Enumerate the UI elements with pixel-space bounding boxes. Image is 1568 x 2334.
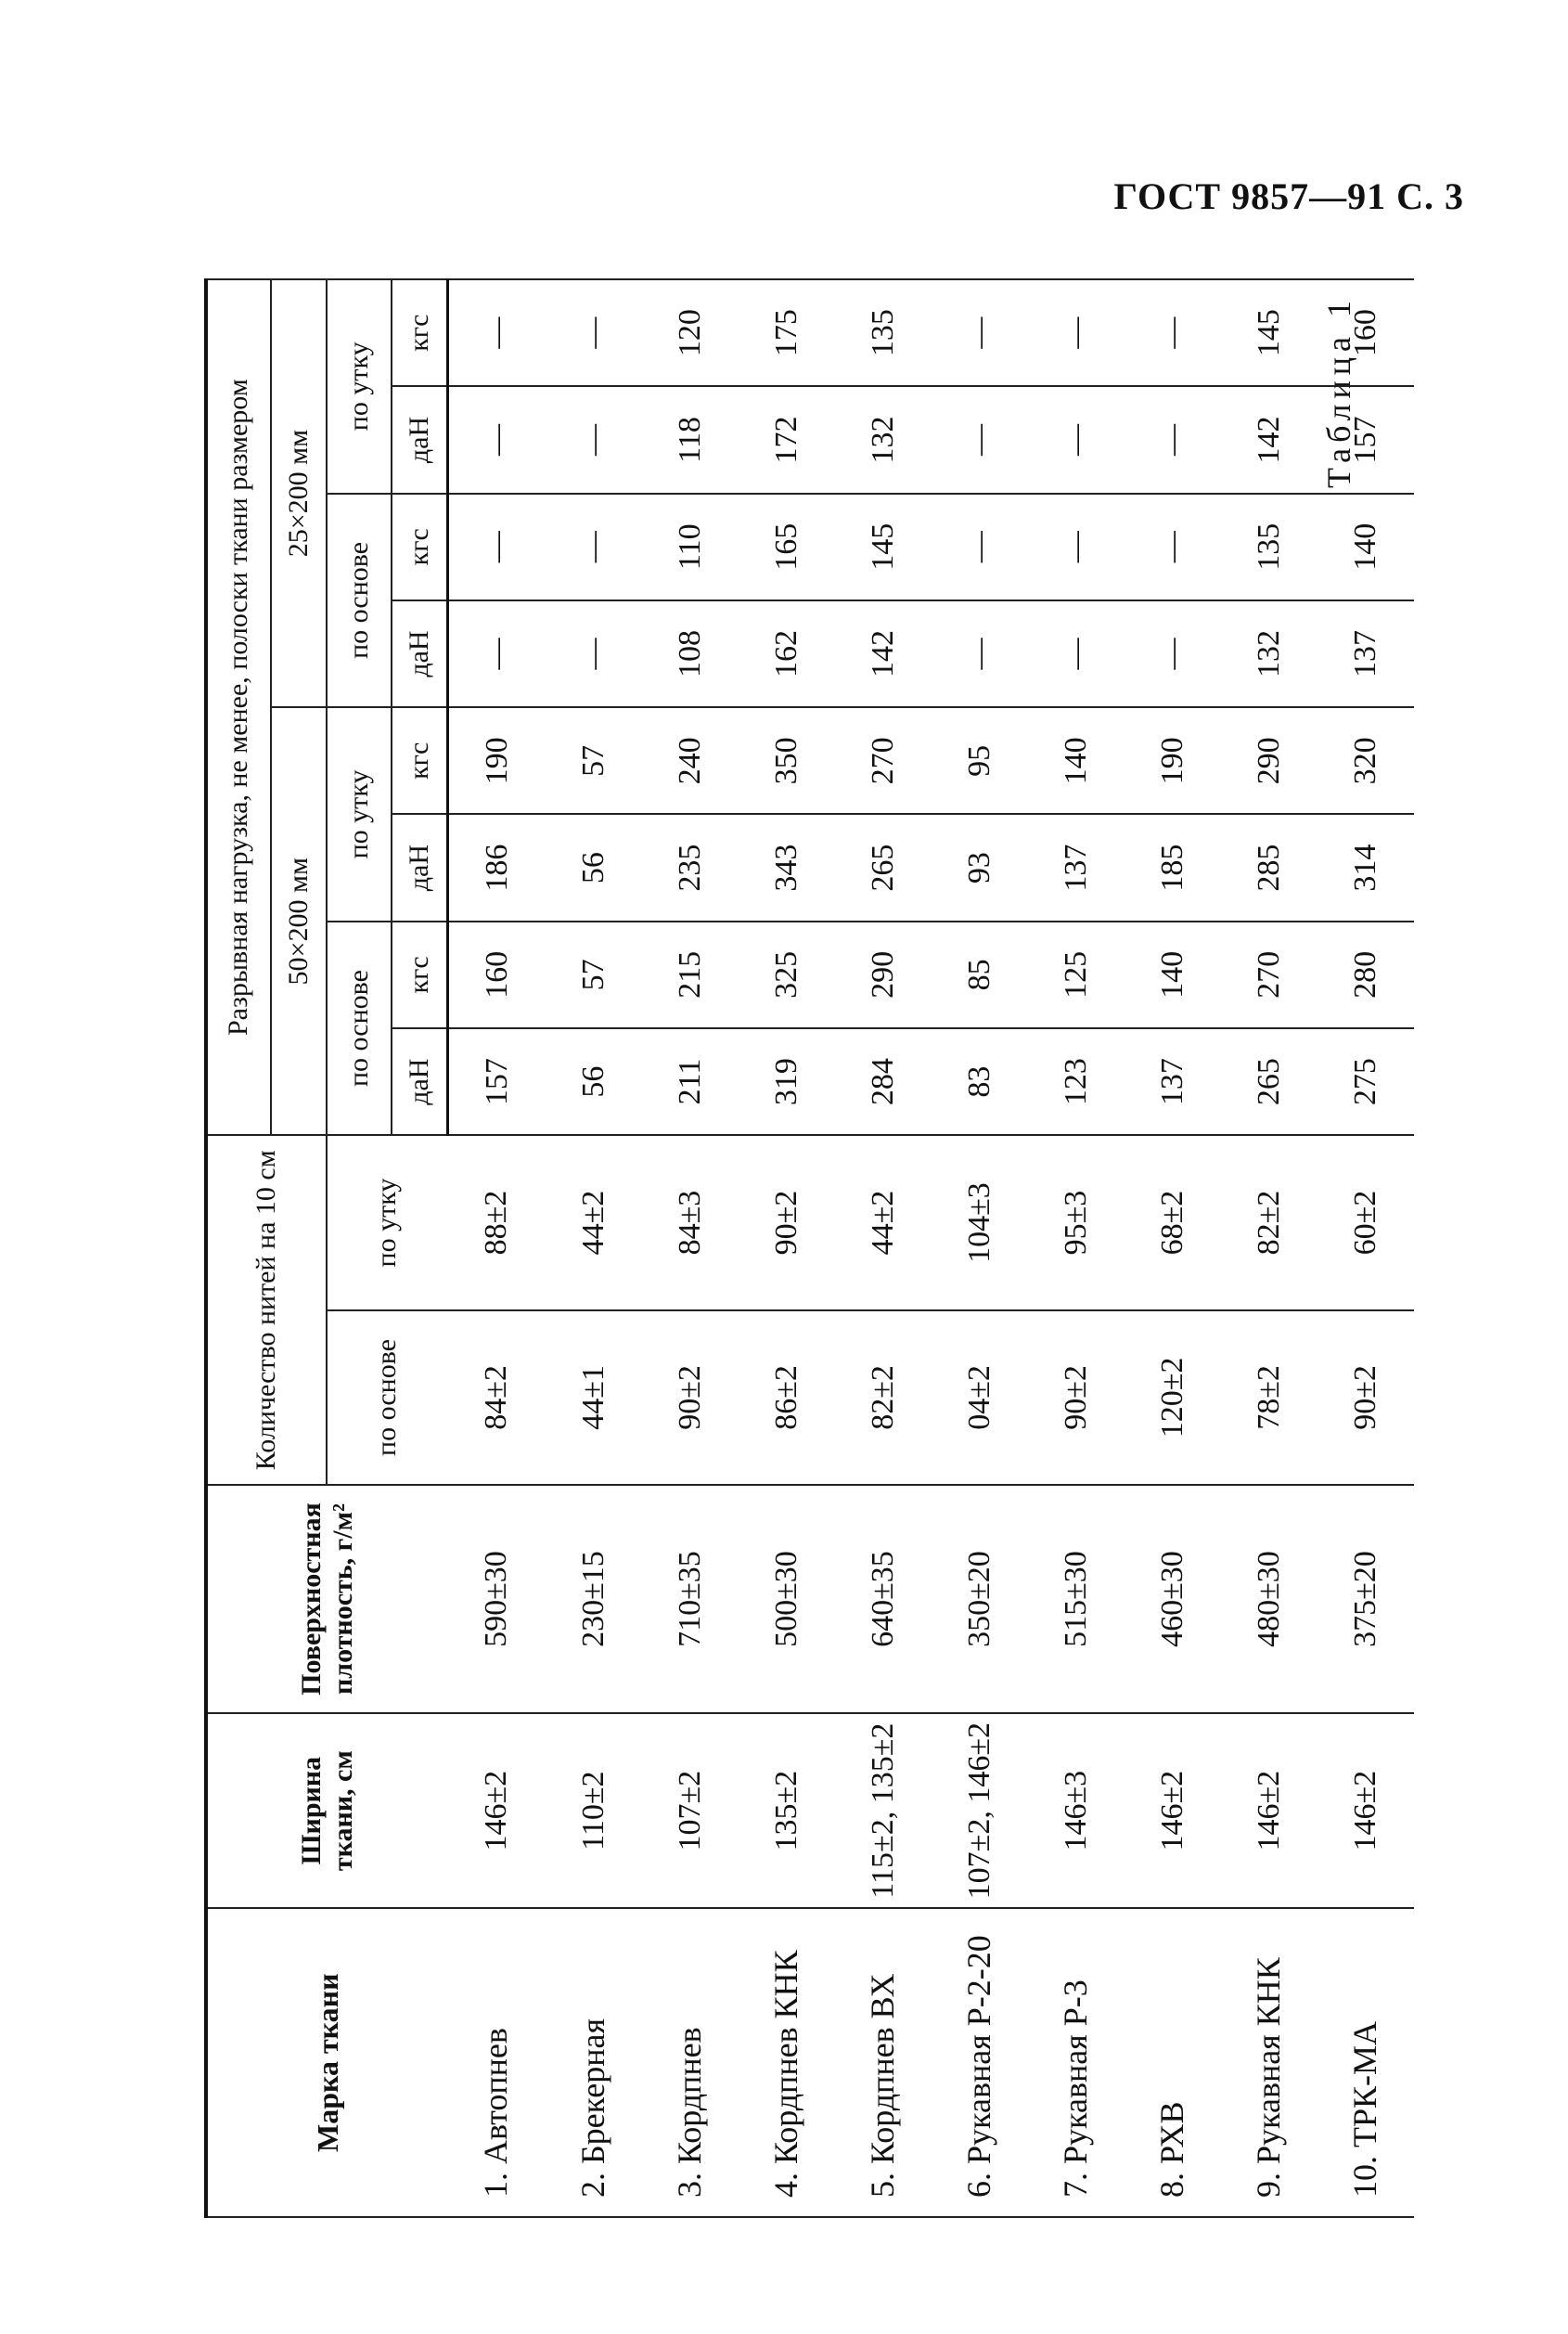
- cell-s50-warp-kgs: 140: [1125, 922, 1221, 1028]
- table-row: [642, 279, 739, 2217]
- table-row: [546, 279, 642, 2217]
- cell-threads-weft: 84±3: [642, 1135, 739, 1309]
- cell-s25-weft-dan: 132: [835, 386, 932, 493]
- cell-s25-weft-dan: 142: [1221, 386, 1317, 493]
- cell-s25-warp-kgs: 165: [739, 494, 835, 600]
- cell-s50-warp-dan: 56: [546, 1028, 642, 1135]
- cell-s50-warp-kgs: 160: [447, 922, 546, 1028]
- cell-width: 110±2: [546, 1713, 642, 1909]
- header-unit-kgs: кгс: [392, 922, 447, 1028]
- header-unit-dan: даН: [392, 814, 447, 921]
- table-row: [1125, 279, 1221, 2217]
- cell-s25-warp-kgs: —: [1028, 494, 1125, 600]
- cell-fabric-name: 6. Рукавная Р-2-20: [932, 1908, 1028, 2217]
- cell-s25-warp-dan: —: [1028, 600, 1125, 707]
- cell-s25-warp-kgs: 140: [1317, 494, 1414, 600]
- cell-s50-weft-dan: 186: [447, 814, 546, 921]
- cell-s50-weft-kgs: 95: [932, 707, 1028, 814]
- cell-surface-density: 460±30: [1125, 1485, 1221, 1713]
- cell-s25-weft-kgs: —: [1028, 279, 1125, 386]
- cell-fabric-name: 10. ТРК-МА: [1317, 1908, 1414, 2217]
- header-unit-kgs: кгс: [392, 494, 447, 600]
- cell-s50-weft-kgs: 270: [835, 707, 932, 814]
- header-strip-25x200: 25×200 мм: [271, 279, 327, 707]
- cell-fabric-name: 7. Рукавная Р-3: [1028, 1908, 1125, 2217]
- header-s25-weft: по утку: [327, 279, 392, 494]
- cell-threads-warp: 90±2: [1317, 1310, 1414, 1485]
- header-unit-dan: даН: [392, 1028, 447, 1135]
- cell-s25-weft-dan: —: [1028, 386, 1125, 493]
- cell-fabric-name: 4. Кордпнев КНК: [739, 1908, 835, 2217]
- cell-width: 135±2: [739, 1713, 835, 1909]
- cell-surface-density: 640±35: [835, 1485, 932, 1713]
- cell-s50-weft-kgs: 140: [1028, 707, 1125, 814]
- cell-threads-warp: 84±2: [447, 1310, 546, 1485]
- header-unit-dan: даН: [392, 386, 447, 493]
- cell-threads-warp: 82±2: [835, 1310, 932, 1485]
- table-body: [447, 279, 1414, 2217]
- cell-threads-warp: 90±2: [1028, 1310, 1125, 1485]
- cell-s25-warp-kgs: 135: [1221, 494, 1317, 600]
- cell-s25-weft-dan: —: [546, 386, 642, 493]
- cell-s25-weft-kgs: 120: [642, 279, 739, 386]
- cell-s50-weft-kgs: 240: [642, 707, 739, 814]
- cell-s50-weft-dan: 285: [1221, 814, 1317, 921]
- cell-s50-warp-dan: 123: [1028, 1028, 1125, 1135]
- table-row: [835, 279, 932, 2217]
- cell-width: 146±2: [1221, 1713, 1317, 1909]
- cell-s50-warp-kgs: 215: [642, 922, 739, 1028]
- header-width: Ширина ткани, см: [206, 1713, 447, 1909]
- cell-s50-weft-kgs: 190: [447, 707, 546, 814]
- cell-threads-weft: 90±2: [739, 1135, 835, 1309]
- cell-s50-weft-kgs: 350: [739, 707, 835, 814]
- table-row: [1317, 279, 1414, 2217]
- cell-s50-weft-dan: 185: [1125, 814, 1221, 921]
- cell-s25-warp-kgs: —: [932, 494, 1028, 600]
- cell-threads-weft: 82±2: [1221, 1135, 1317, 1309]
- page-header: ГОСТ 9857—91 С. 3: [1113, 175, 1464, 217]
- table-row: [739, 279, 835, 2217]
- cell-s50-warp-kgs: 325: [739, 922, 835, 1028]
- cell-s25-weft-dan: 118: [642, 386, 739, 493]
- header-unit-kgs: кгс: [392, 279, 447, 386]
- header-surface-density: Поверхностная плотность, г/м²: [206, 1485, 447, 1713]
- cell-s50-weft-dan: 93: [932, 814, 1028, 921]
- cell-s25-weft-dan: —: [932, 386, 1028, 493]
- table-title: Таблица 1: [1320, 295, 1357, 488]
- cell-s50-warp-dan: 275: [1317, 1028, 1414, 1135]
- cell-s50-weft-dan: 56: [546, 814, 642, 921]
- cell-threads-warp: 86±2: [739, 1310, 835, 1485]
- cell-s25-weft-kgs: 175: [739, 279, 835, 386]
- cell-surface-density: 710±35: [642, 1485, 739, 1713]
- cell-fabric-name: 1. Автопнев: [447, 1908, 546, 2217]
- cell-s25-weft-kgs: —: [1125, 279, 1221, 386]
- cell-s25-weft-dan: 157: [1317, 386, 1414, 493]
- cell-s50-weft-dan: 265: [835, 814, 932, 921]
- header-threads-warp: по основе: [327, 1310, 447, 1485]
- cell-surface-density: 500±30: [739, 1485, 835, 1713]
- cell-threads-weft: 88±2: [447, 1135, 546, 1309]
- cell-s50-weft-dan: 235: [642, 814, 739, 921]
- cell-s50-weft-dan: 314: [1317, 814, 1414, 921]
- cell-s25-weft-kgs: 145: [1221, 279, 1317, 386]
- cell-surface-density: 230±15: [546, 1485, 642, 1713]
- cell-threads-weft: 104±3: [932, 1135, 1028, 1309]
- cell-threads-warp: 04±2: [932, 1310, 1028, 1485]
- cell-s25-warp-dan: —: [1125, 600, 1221, 707]
- cell-s50-warp-dan: 83: [932, 1028, 1028, 1135]
- table-row: [1221, 279, 1317, 2217]
- cell-s50-warp-kgs: 57: [546, 922, 642, 1028]
- cell-s25-warp-dan: 162: [739, 600, 835, 707]
- cell-fabric-name: 3. Кордпнев: [642, 1908, 739, 2217]
- cell-s50-warp-dan: 284: [835, 1028, 932, 1135]
- cell-s25-warp-kgs: —: [546, 494, 642, 600]
- cell-s25-weft-kgs: —: [932, 279, 1028, 386]
- cell-s25-weft-dan: 172: [739, 386, 835, 493]
- cell-s25-warp-dan: —: [447, 600, 546, 707]
- cell-surface-density: 375±20: [1317, 1485, 1414, 1713]
- cell-fabric-name: 8. РХВ: [1125, 1908, 1221, 2217]
- cell-width: 107±2: [642, 1713, 739, 1909]
- cell-threads-warp: 78±2: [1221, 1310, 1317, 1485]
- cell-s25-warp-dan: —: [932, 600, 1028, 707]
- cell-s50-warp-dan: 319: [739, 1028, 835, 1135]
- cell-s25-warp-kgs: 145: [835, 494, 932, 600]
- cell-threads-weft: 44±2: [546, 1135, 642, 1309]
- cell-fabric-name: 2. Брекерная: [546, 1908, 642, 2217]
- header-fabric-brand: Марка ткани: [206, 1908, 447, 2217]
- cell-width: 146±2: [447, 1713, 546, 1909]
- cell-s25-warp-dan: 132: [1221, 600, 1317, 707]
- header-unit-dan: даН: [392, 600, 447, 707]
- cell-s50-weft-dan: 137: [1028, 814, 1125, 921]
- cell-s50-weft-kgs: 190: [1125, 707, 1221, 814]
- cell-s50-warp-kgs: 85: [932, 922, 1028, 1028]
- header-breaking-load: Разрывная нагрузка, не менее, полоски ткани размером: [206, 279, 271, 1135]
- header-strip-50x200: 50×200 мм: [271, 707, 327, 1135]
- header-s50-weft: по утку: [327, 707, 392, 922]
- header-threads-weft: по утку: [327, 1135, 447, 1309]
- table-row: [447, 279, 546, 2217]
- cell-surface-density: 350±20: [932, 1485, 1028, 1713]
- cell-fabric-name: 5. Кордпнев ВХ: [835, 1908, 932, 2217]
- cell-s50-warp-dan: 157: [447, 1028, 546, 1135]
- cell-s25-weft-kgs: —: [546, 279, 642, 386]
- cell-s50-warp-kgs: 270: [1221, 922, 1317, 1028]
- cell-s25-weft-kgs: 160: [1317, 279, 1414, 386]
- cell-s25-warp-dan: 137: [1317, 600, 1414, 707]
- cell-s50-warp-dan: 137: [1125, 1028, 1221, 1135]
- cell-s25-warp-dan: 142: [835, 600, 932, 707]
- cell-s25-weft-dan: —: [1125, 386, 1221, 493]
- cell-threads-warp: 90±2: [642, 1310, 739, 1485]
- cell-s25-weft-kgs: —: [447, 279, 546, 386]
- cell-s50-weft-dan: 343: [739, 814, 835, 921]
- cell-surface-density: 590±30: [447, 1485, 546, 1713]
- cell-s50-weft-kgs: 290: [1221, 707, 1317, 814]
- cell-fabric-name: 9. Рукавная КНК: [1221, 1908, 1317, 2217]
- cell-s25-warp-dan: —: [546, 600, 642, 707]
- cell-width: 146±3: [1028, 1713, 1125, 1909]
- cell-s50-weft-kgs: 320: [1317, 707, 1414, 814]
- table-row: [1028, 279, 1125, 2217]
- cell-s25-warp-kgs: —: [447, 494, 546, 600]
- cell-threads-weft: 60±2: [1317, 1135, 1414, 1309]
- cell-s25-warp-kgs: 110: [642, 494, 739, 600]
- cell-threads-weft: 68±2: [1125, 1135, 1221, 1309]
- cell-width: 107±2, 146±2: [932, 1713, 1028, 1909]
- cell-s25-warp-dan: 108: [642, 600, 739, 707]
- cell-s25-weft-kgs: 135: [835, 279, 932, 386]
- cell-threads-warp: 44±1: [546, 1310, 642, 1485]
- cell-surface-density: 515±30: [1028, 1485, 1125, 1713]
- cell-width: 146±2: [1125, 1713, 1221, 1909]
- cell-threads-weft: 95±3: [1028, 1135, 1125, 1309]
- cell-surface-density: 480±30: [1221, 1485, 1317, 1713]
- cell-s50-warp-kgs: 125: [1028, 922, 1125, 1028]
- cell-s50-warp-kgs: 290: [835, 922, 932, 1028]
- header-thread-count: Количество нитей на 10 см: [206, 1135, 327, 1485]
- header-unit-kgs: кгс: [392, 707, 447, 814]
- cell-width: 115±2, 135±2: [835, 1713, 932, 1909]
- table-row: [932, 279, 1028, 2217]
- fabric-properties-table: [204, 278, 1414, 2218]
- cell-s50-warp-dan: 211: [642, 1028, 739, 1135]
- cell-s50-weft-kgs: 57: [546, 707, 642, 814]
- cell-s50-warp-dan: 265: [1221, 1028, 1317, 1135]
- cell-s25-warp-kgs: —: [1125, 494, 1221, 600]
- cell-threads-weft: 44±2: [835, 1135, 932, 1309]
- cell-threads-warp: 120±2: [1125, 1310, 1221, 1485]
- header-s25-warp: по основе: [327, 494, 392, 708]
- cell-width: 146±2: [1317, 1713, 1414, 1909]
- header-s50-warp: по основе: [327, 922, 392, 1136]
- cell-s50-warp-kgs: 280: [1317, 922, 1414, 1028]
- cell-s25-weft-dan: —: [447, 386, 546, 493]
